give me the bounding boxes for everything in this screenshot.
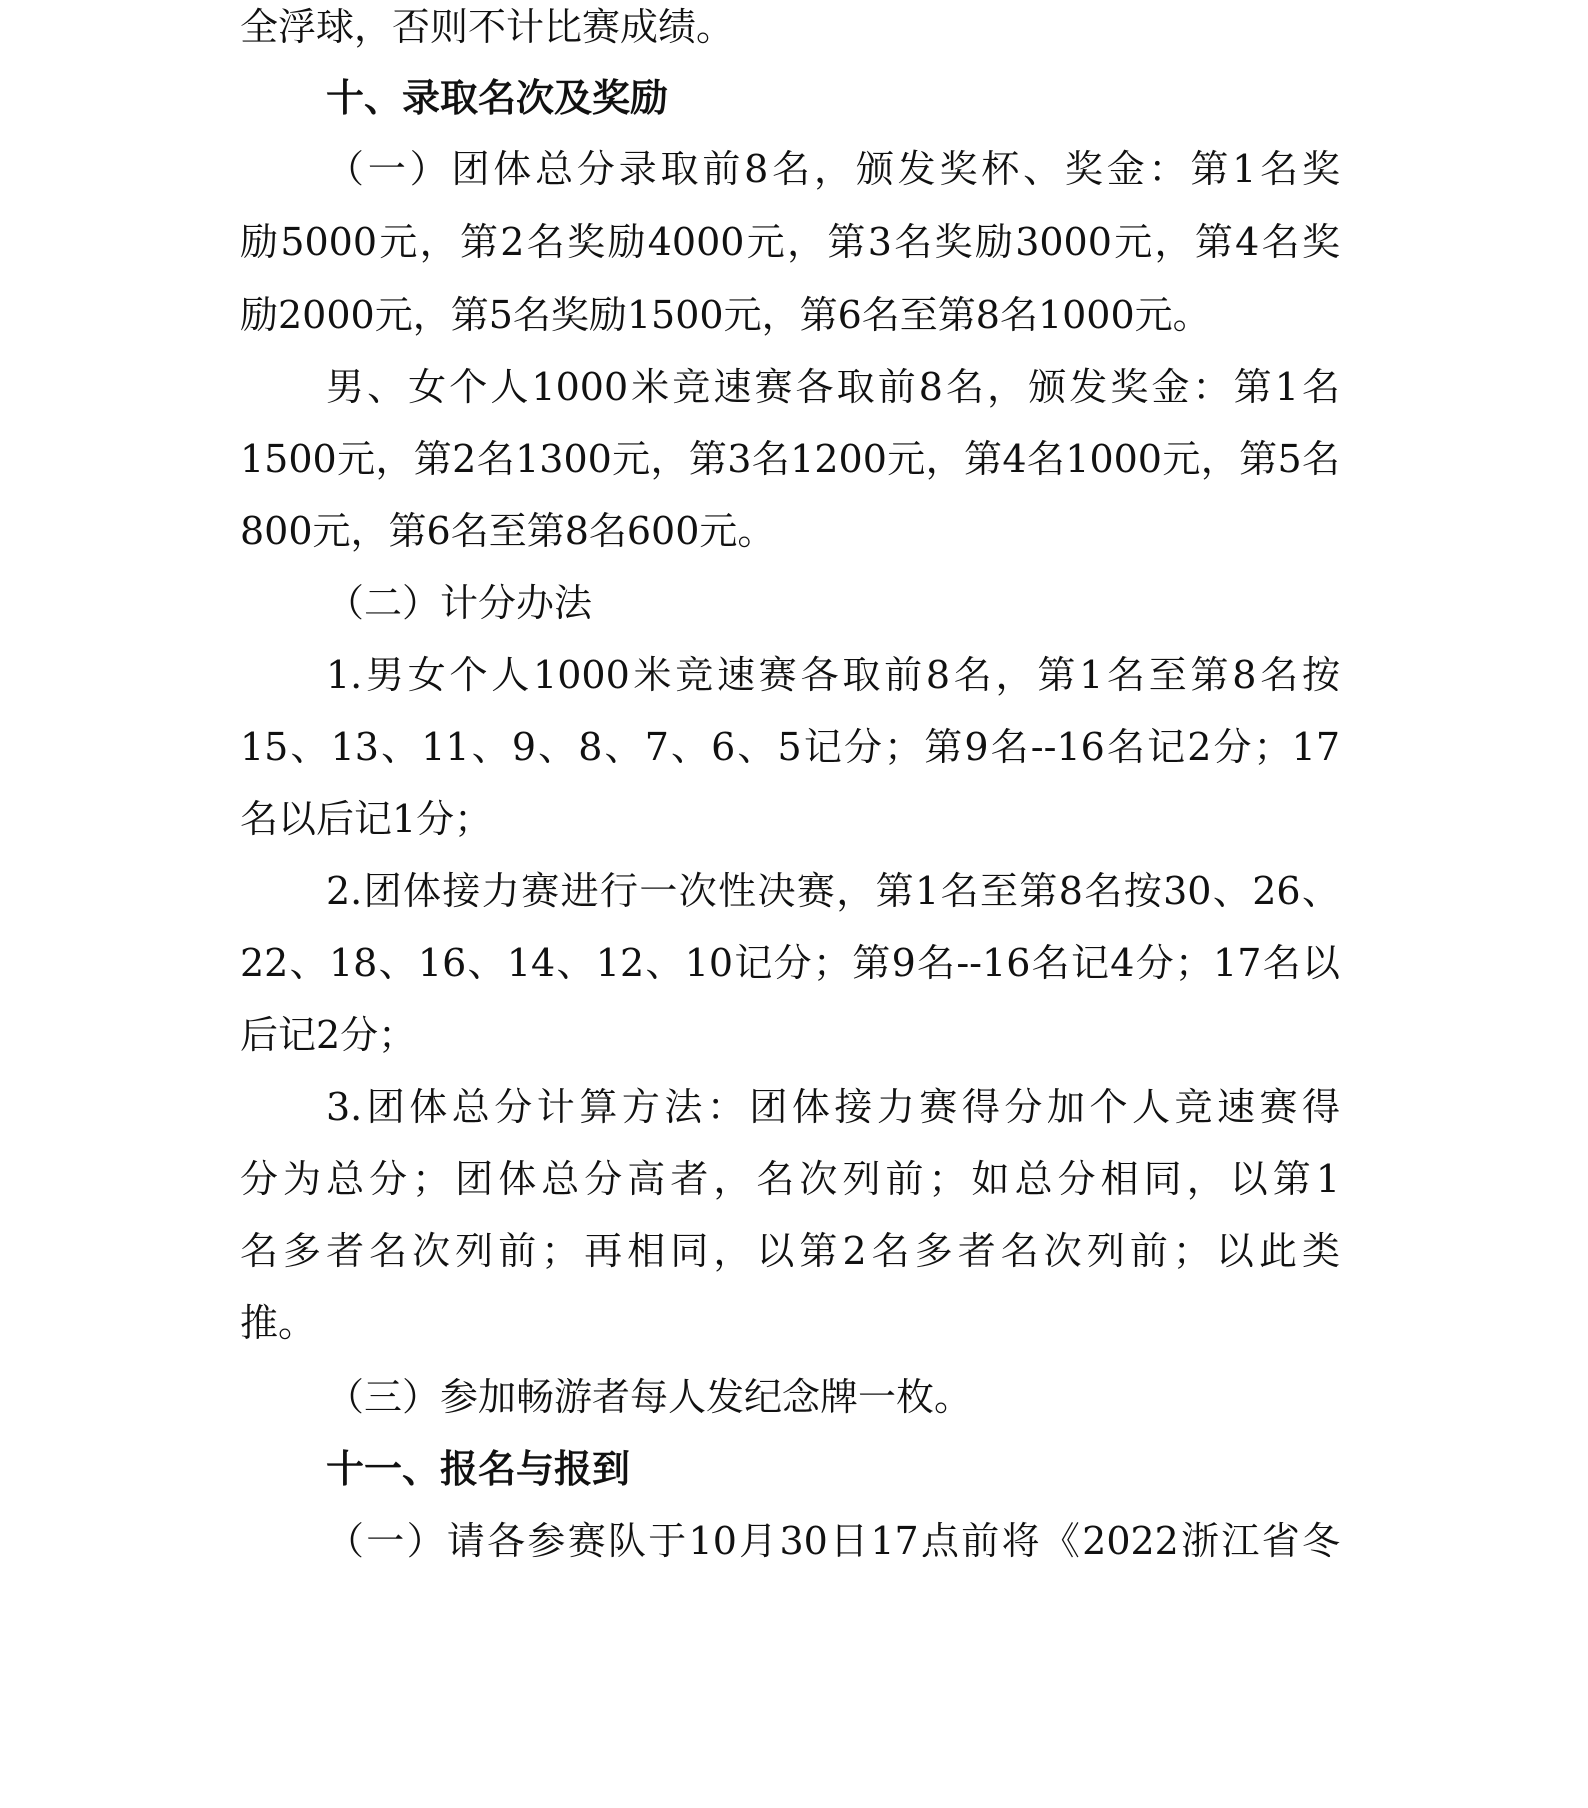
subsection-heading: （二）计分办法	[326, 581, 593, 625]
text-line: 名多者名次列前；再相同，以第2名多者名次列前；以此类	[240, 1229, 1340, 1273]
text-line: 后记2分；	[240, 1013, 417, 1057]
section-heading-ten: 十、录取名次及奖励	[326, 76, 669, 120]
text-line: 15、13、11、9、8、7、6、5记分；第9名--16名记2分；17	[240, 725, 1340, 769]
text-line: 2.团体接力赛进行一次性决赛，第1名至第8名按30、26、	[326, 869, 1340, 913]
text-line: 男、女个人1000米竞速赛各取前8名，颁发奖金：第1名	[326, 365, 1340, 409]
text-line: 励5000元，第2名奖励4000元，第3名奖励3000元，第4名奖	[240, 220, 1340, 264]
text-line-continuation: 全浮球，否则不计比赛成绩。	[240, 5, 735, 49]
text-line: 800元，第6名至第8名600元。	[240, 509, 776, 553]
text-line: （一）请各参赛队于10月30日17点前将《2022浙江省冬	[326, 1519, 1340, 1563]
text-line: 22、18、16、14、12、10记分；第9名--16名记4分；17名以	[240, 941, 1340, 985]
text-line: 3.团体总分计算方法：团体接力赛得分加个人竞速赛得	[326, 1085, 1340, 1129]
text-line: （一）团体总分录取前8名，颁发奖杯、奖金：第1名奖	[326, 147, 1340, 191]
text-line: 推。	[240, 1301, 317, 1345]
text-line: 分为总分；团体总分高者，名次列前；如总分相同，以第1	[240, 1157, 1340, 1201]
subsection-text: （三）参加畅游者每人发纪念牌一枚。	[326, 1375, 973, 1419]
text-line: 励2000元，第5名奖励1500元，第6名至第8名1000元。	[240, 293, 1211, 337]
text-line: 名以后记1分；	[240, 797, 493, 841]
text-line: 1500元，第2名1300元，第3名1200元，第4名1000元，第5名	[240, 437, 1340, 481]
text-line: 1.男女个人1000米竞速赛各取前8名，第1名至第8名按	[326, 653, 1340, 697]
section-heading-eleven: 十一、报名与报到	[326, 1447, 631, 1491]
